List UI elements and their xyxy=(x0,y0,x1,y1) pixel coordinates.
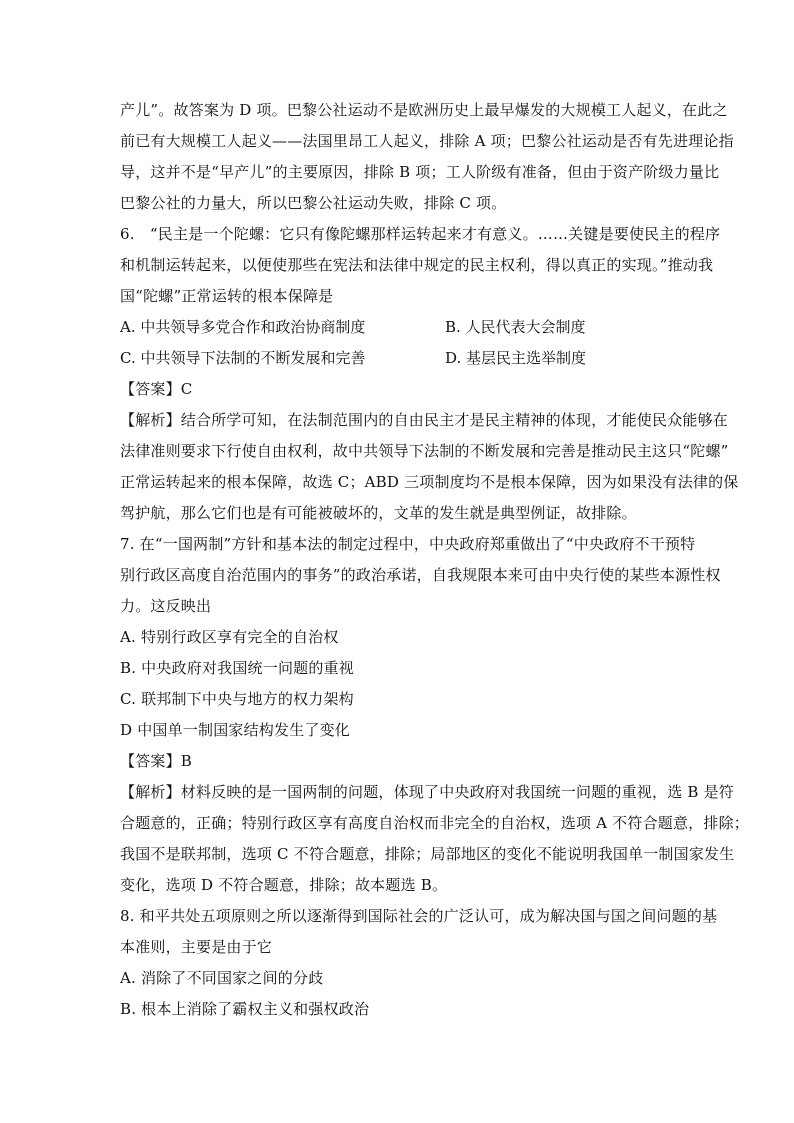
answer-line: 【答案】C xyxy=(120,380,193,398)
analysis-line: 变化，选项 D 不符合题意，排除；故本题选 B。 xyxy=(120,876,448,894)
text-line: 产儿”。故答案为 D 项。巴黎公社运动不是欧洲历史上最早爆发的大规模工人起义，在此之 xyxy=(120,101,728,119)
analysis-line: 【解析】材料反映的是一国两制的问题，体现了中央政府对我国统一问题的重视，选 B 是符 xyxy=(120,783,734,801)
option-b: B. 人民代表大会制度 xyxy=(445,318,586,336)
question-stem-line: 国“陀螺”正常运转的根本保障是 xyxy=(120,287,334,305)
question-stem-line: 7. 在“一国两制”方针和基本法的制定过程中，中央政府郑重做出了“中央政府不干预特 xyxy=(120,535,696,553)
option-a: A. 特别行政区享有完全的自治权 xyxy=(120,628,339,646)
analysis-line: 合题意的，正确；特别行政区享有高度自治权而非完全的自治权，选项 A 不符合题意，排除； xyxy=(120,814,749,832)
option-d: D 中国单一制国家结构发生了变化 xyxy=(120,721,350,739)
question-8 xyxy=(120,901,718,1025)
option-a: A. 消除了不同国家之间的分歧 xyxy=(120,969,324,987)
question-stem-line: 8. 和平共处五项原则之所以逐渐得到国际社会的广泛认可，成为解决国与国之间问题的基 xyxy=(120,907,718,925)
options-row xyxy=(120,343,680,374)
text-line: 前已有大规模工人起义——法国里昂工人起义，排除 A 项；巴黎公社运动是否有先进理论指 xyxy=(120,132,734,150)
text-line: 导，这并不是“早产儿”的主要原因，排除 B 项；工人阶级有准备，但由于资产阶级力量比 xyxy=(120,163,720,181)
option-b: B. 根本上消除了霸权主义和强权政治 xyxy=(120,1000,370,1018)
question-7 xyxy=(120,529,749,901)
previous-analysis-continuation xyxy=(120,95,734,219)
question-stem-line: 别行政区高度自治范围内的事务”的政治承诺，自我规限本来可由中央行使的某些本源性权 xyxy=(120,566,721,584)
analysis-line: 法律准则要求下行使自由权利，故中共领导下法制的不断发展和完善是推动民主这只“陀螺” xyxy=(120,442,729,460)
analysis-line: 我国不是联邦制，选项 C 不符合题意，排除；局部地区的变化不能说明我国单一制国家发生 xyxy=(120,845,735,863)
question-stem-line: 本准则，主要是由于它 xyxy=(120,938,273,956)
question-6 xyxy=(120,219,739,529)
analysis-line: 正常运转起来的根本保障，故选 C；ABD 三项制度均不是根本保障，因为如果没有法律的保 xyxy=(120,473,739,491)
question-stem-line: 6. “民主是一个陀螺：它只有像陀螺那样运转起来才有意义。……关键是要使民主的程序 xyxy=(120,225,721,243)
document-page xyxy=(120,95,749,1025)
option-c: C. 联邦制下中央与地方的权力架构 xyxy=(120,690,354,708)
option-d: D. 基层民主选举制度 xyxy=(445,349,587,367)
answer-line: 【答案】B xyxy=(120,752,193,770)
options-row xyxy=(120,312,680,343)
question-stem-line: 和机制运转起来，以便使那些在宪法和法律中规定的民主权利，得以真正的实现。”推动我 xyxy=(120,256,714,274)
question-stem-line: 力。这反映出 xyxy=(120,597,212,615)
option-a: A. 中共领导多党合作和政治协商制度 xyxy=(120,318,366,336)
text-line: 巴黎公社的力量大，所以巴黎公社运动失败，排除 C 项。 xyxy=(120,194,507,212)
analysis-line: 驾护航，那么它们也是有可能被破坏的，文革的发生就是典型例证，故排除。 xyxy=(120,504,637,522)
option-b: B. 中央政府对我国统一问题的重视 xyxy=(120,659,354,677)
analysis-line: 【解析】结合所学可知，在法制范围内的自由民主才是民主精神的体现，才能使民众能够在 xyxy=(120,411,729,429)
option-c: C. 中共领导下法制的不断发展和完善 xyxy=(120,349,366,367)
